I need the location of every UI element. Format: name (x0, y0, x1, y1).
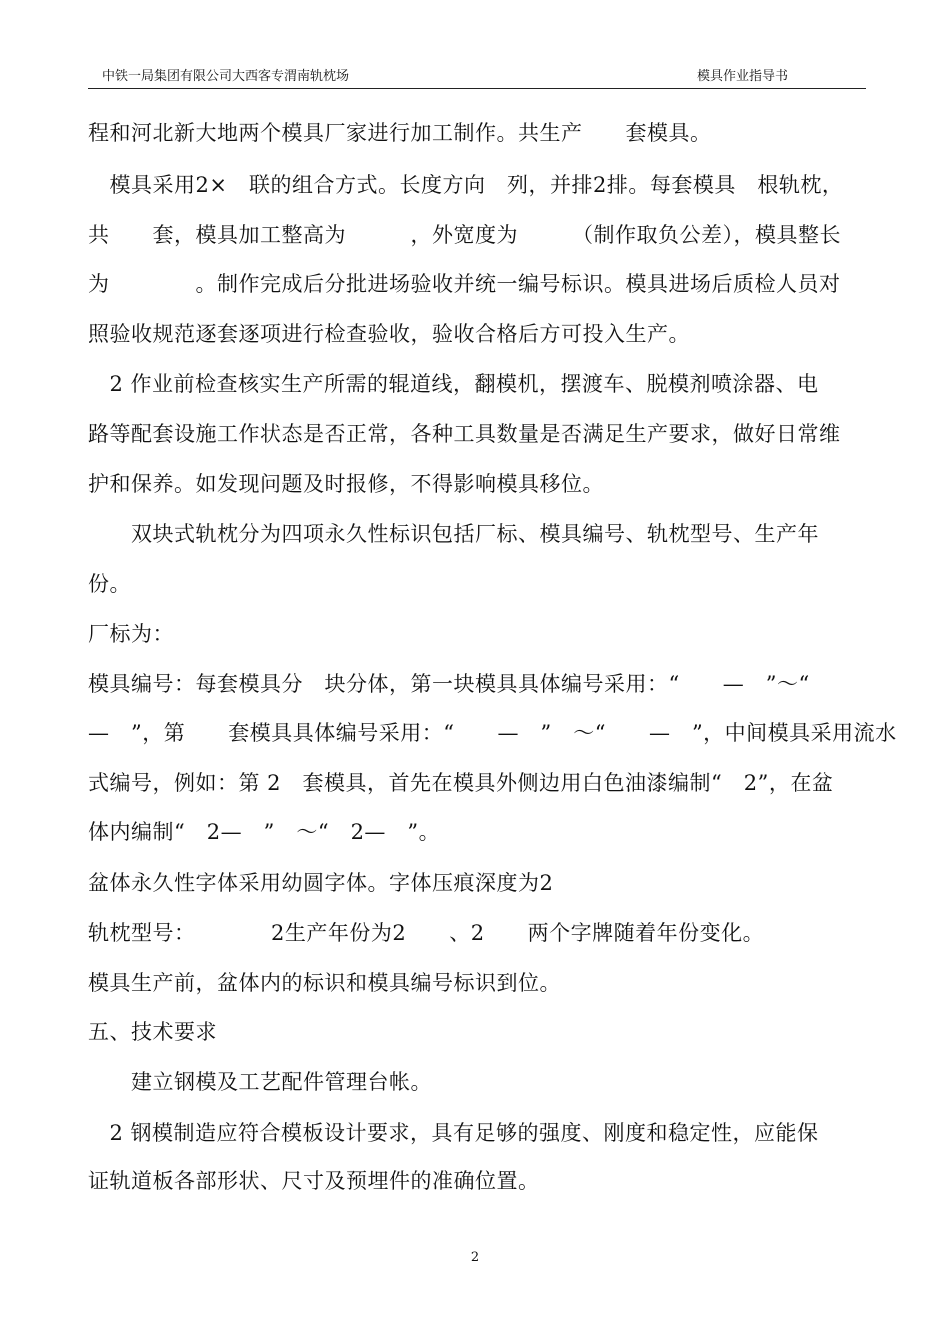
text-line-1: 程和河北新大地两个模具厂家进行加工制作。共生产 套模具。 (88, 121, 712, 145)
text-line-20: 建立钢模及工艺配件管理台帐。 (88, 1070, 432, 1094)
text-line-17: 轨枕型号： 2生产年份为2 、2 两个字牌随着年份变化。 (88, 921, 765, 945)
section-heading: 五、技术要求 (88, 1020, 217, 1044)
text-line-18: 模具生产前，盆体内的标识和模具编号标识到位。 (88, 971, 561, 995)
text-line-21: 2 钢模制造应符合模板设计要求，具有足够的强度、刚度和稳定性，应能保 (88, 1121, 819, 1145)
text-line-16: 盆体永久性字体采用幼圆字体。字体压痕深度为2 (88, 871, 554, 895)
text-line-13: — ”，第 套模具具体编号采用：“ — ” ～“ — ”，中间模具采用流水 (88, 721, 897, 745)
text-line-22: 证轨道板各部形状、尺寸及预埋件的准确位置。 (88, 1169, 540, 1193)
text-line-5: 照验收规范逐套逐项进行检查验收，验收合格后方可投入生产。 (88, 322, 690, 346)
text-line-8: 护和保养。如发现问题及时报修，不得影响模具移位。 (88, 472, 604, 496)
text-line-9: 双块式轨枕分为四项永久性标识包括厂标、模具编号、轨枕型号、生产年 (88, 522, 819, 546)
text-line-10: 份。 (88, 572, 131, 596)
text-line-15: 体内编制“ 2— ” ～“ 2— ”。 (88, 820, 441, 844)
text-line-14: 式编号，例如：第 2 套模具，首先在模具外侧边用白色油漆编制“ 2”，在盆 (88, 771, 834, 795)
text-line-4: 为 。制作完成后分批进场验收并统一编号标识。模具进场后质检人员对 (88, 272, 841, 296)
page-header (88, 66, 866, 89)
text-line-6: 2 作业前检查核实生产所需的辊道线，翻模机，摆渡车、脱模剂喷涂器、电 (88, 372, 819, 396)
text-line-2: 模具采用2× 联的组合方式。长度方向 列，并排2排。每套模具 根轨枕， (88, 173, 844, 197)
text-line-11: 厂标为： (88, 622, 174, 646)
page-number: 2 (470, 1250, 480, 1265)
text-line-12: 模具编号：每套模具分 块分体，第一块模具具体编号采用：“ — ”～“ (88, 672, 810, 696)
header-doc-title: 模具作业指导书 (696, 69, 788, 84)
header-company: 中铁一局集团有限公司大西客专渭南轨枕场 (102, 69, 350, 84)
text-line-3: 共 套，模具加工整高为 ，外宽度为 （制作取负公差），模具整长 (88, 223, 841, 247)
text-line-7: 路等配套设施工作状态是否正常，各种工具数量是否满足生产要求，做好日常维 (88, 422, 841, 446)
